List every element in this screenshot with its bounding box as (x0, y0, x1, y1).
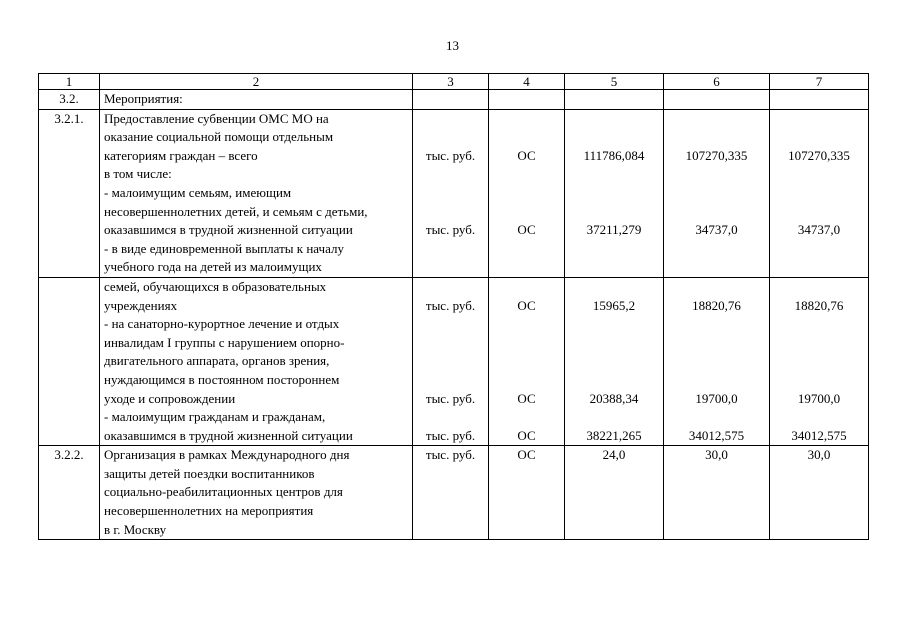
item-number: 3.2.2. (39, 446, 100, 540)
header-cell: 2 (100, 74, 413, 90)
value-cell: 111786,084 37211,279 (565, 109, 664, 277)
value-cell: 30,0 (770, 446, 869, 540)
header-cell: 7 (770, 74, 869, 90)
value-cell: 107270,335 34737,0 (664, 109, 770, 277)
item-text: семей, обучающихся в образовательных учреждениях - на санаторно-курортное лечение и отдых инвалидам I группы с нарушением опорно- двигательного аппарата, органов зрения, нуждающимся в постоянном постороннем уходе и сопровождении - малоимущим гражданам и гражданам, оказавшимся в трудной жизненной ситуации (100, 277, 413, 445)
header-cell: 1 (39, 74, 100, 90)
value-cell: 18820,76 19700,0 34012,575 (770, 277, 869, 445)
header-cell: 4 (489, 74, 565, 90)
item-text: Предоставление субвенции ОМС МО на оказание социальной помощи отдельным категориям граждан – всего в том числе: - малоимущим семьям, имеющим несовершеннолетних детей, и семьям с детьми, оказавшимся в трудной жизненной ситуации - в виде единовременной выплаты к началу учебного года на детей из малоимущих (100, 109, 413, 277)
item-number: 3.2.1. (39, 109, 100, 277)
source-cell: ОС ОС (489, 109, 565, 277)
header-cell: 6 (664, 74, 770, 90)
table-row (39, 446, 869, 540)
item-number: 3.2. (39, 90, 100, 110)
source-cell: ОС (489, 446, 565, 540)
value-cell: 107270,335 34737,0 (770, 109, 869, 277)
budget-table (38, 73, 869, 540)
unit-cell: тыс. руб. тыс. руб. тыс. руб. (413, 277, 489, 445)
header-row (39, 74, 869, 90)
item-text: Мероприятия: (100, 90, 413, 110)
value-cell: 24,0 (565, 446, 664, 540)
source-cell: ОС ОС ОС (489, 277, 565, 445)
value-cell: 30,0 (664, 446, 770, 540)
value-cell: 15965,2 20388,34 38221,265 (565, 277, 664, 445)
table-row (39, 90, 869, 110)
unit-cell: тыс. руб. (413, 446, 489, 540)
value-cell: 18820,76 19700,0 34012,575 (664, 277, 770, 445)
page-number: 13 (446, 38, 459, 53)
unit-cell: тыс. руб. тыс. руб. (413, 109, 489, 277)
table-row (39, 277, 869, 445)
table-row (39, 109, 869, 277)
header-cell: 5 (565, 74, 664, 90)
header-cell: 3 (413, 74, 489, 90)
item-text: Организация в рамках Международного дня защиты детей поездки воспитанников социально-реабилитационных центров для несовершеннолетних на мероприятия в г. Москву (100, 446, 413, 540)
